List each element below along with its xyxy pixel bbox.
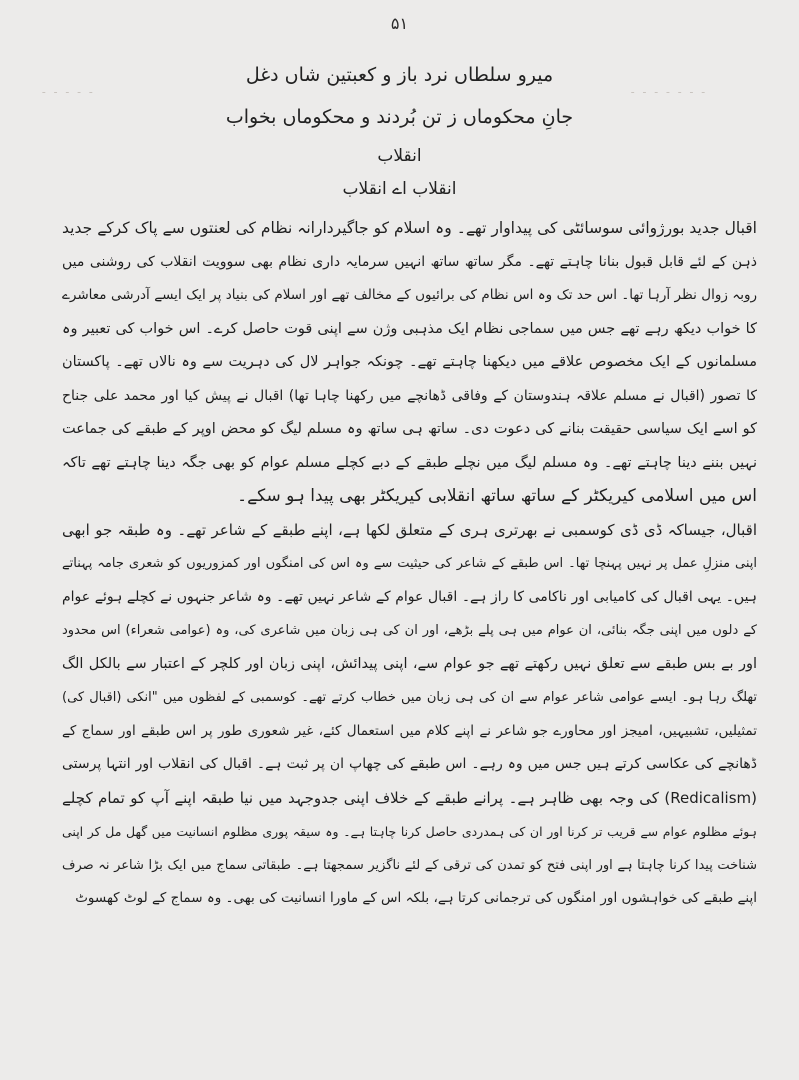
body-text (62, 212, 757, 916)
text-line: روبہ زوال نظر آرہا تھا۔ اس حد تک وہ اس نظام کی برائیوں کے مخالف تھے اور اسلام کی بنیاد پر ایک ایسے آدرشی معاشرے (62, 287, 757, 303)
text-line: کا خواب دیکھ رہے تھے جس میں سماجی نظام ایک مذہبی وژن سے اپنی قوت حاصل کرے۔ اس خواب کی تعبیر وہ (62, 320, 757, 337)
text-line: تھلگ رہا ہو۔ ایسے عوامی شاعر عوام سے ان کی ہی زبان میں خطاب کرتے تھے۔ کوسمبی کے لفظوں میں "انکی (اقبال کی) (62, 690, 757, 705)
text-line: اقبال، جیساکہ ڈی ڈی کوسمبی نے بھرتری ہری کے متعلق لکھا ہے، اپنے طبقے کے شاعر تھے۔ وہ طبقہ جو ابھی (62, 520, 757, 539)
text-line: نہیں بننے دینا چاہتے تھے۔ وہ مسلم لیگ میں نچلے طبقے کے دبے کچلے مسلم عوام کو بھی جگہ دینا چاہتے تھے تاکہ (62, 454, 757, 471)
section-title: انقلاب (377, 146, 422, 166)
text-line: تمثیلیں، تشبیہیں، امیجز اور محاورے جو شاعر نے اپنے کلام میں استعمال کئے، غیر شعوری طور پر اس طبقے اور سماج کے (62, 722, 757, 739)
verse-line-1: میرو سلطاں نرد باز و کعبتین شاں دغل (245, 64, 554, 86)
text-line: کو اسے ایک سیاسی حقیقت بنانے کی دعوت دی۔ ساتھ ہی ساتھ وہ مسلم لیگ کو محض اوپر کے طبقے کی جماعت (62, 421, 757, 437)
text-line: اپنے طبقے کی خواہشوں اور امنگوں کی ترجمانی کرتا ہے، بلکہ اس کے ماورا انسانیت کی بھی۔ وہ سماج کے لوٹ کھسوٹ (75, 890, 757, 906)
bleed-through-text: ۔ ۔ ۔ ۔ ۔ ۔ ۔ (628, 82, 707, 97)
section-subtitle: انقلاب اے انقلاب (342, 179, 457, 199)
text-line: اور بے بس طبقے سے تعلق نہیں رکھتے تھے جو عوام سے، اپنی پیدائش، اپنی زبان اور کلچر کے اعتبار سے بالکل الگ (62, 655, 757, 672)
text-line: ڈھانچے کی عکاسی کرتے ہیں جس میں وہ رہے۔ اس طبقے کی چھاپ ان پر ثبت ہے۔ اقبال کی انقلاب اور انتہا پرستی (62, 756, 757, 772)
text-line: مسلمانوں کے ایک مخصوص علاقے میں دیکھنا چاہتے تھے۔ چونکہ جواہر لال کی دہریت سے وہ نالاں تھے۔ پاکستان (62, 354, 757, 370)
text-line: ہوئے مظلوم عوام سے قریب تر کرنا اور ان کی ہمدردی حاصل کرنا چاہتا ہے۔ وہ سیقہ پوری مظلوم انسانیت میں گھل مل کر اپنی (62, 824, 757, 839)
text-line: اس میں اسلامی کیریکٹر کے ساتھ ساتھ انقلابی کیریکٹر بھی پیدا ہو سکے۔ (237, 486, 757, 506)
text-line: کا تصور (اقبال نے مسلم علاقہ ہندوستان کے وفاقی ڈھانچے میں رکھنا چاہا تھا) اقبال نے پیش کیا اور محمد علی جناح (62, 387, 757, 404)
text-line: کے دلوں میں اپنی جگہ بنائی، ان عوام میں ہی پلے بڑھے، اور ان کی ہی زبان میں شاعری کی، وہ (عوامی شعراء) اس محدود (62, 623, 757, 638)
verse-line-2: جانِ محکوماں ز تن بُردند و محکوماں بخواب (225, 106, 574, 128)
paragraph (62, 514, 757, 916)
text-line: شناخت پیدا کرنا چاہتا ہے اور اپنی فتح کو تمدن کی ترقی کے لئے ناگزیر سمجھتا ہے۔ طبقاتی سماج میں ایک بڑا شاعر نہ صرف (62, 857, 757, 873)
bleed-through-text: ۔ ۔ ۔ ۔ ۔ (40, 82, 95, 97)
text-line: اقبال جدید بورژوائی سوسائٹی کی پیداوار تھے۔ وہ اسلام کو جاگیردارانہ نظام کی لعنتوں سے پاک کرکے جدید (62, 219, 757, 237)
page-number: ۵۱ (390, 14, 409, 33)
paragraph (62, 212, 757, 514)
text-line: ذہن کے لئے قابل قبول بنانا چاہتے تھے۔ مگر ساتھ ساتھ انہیں سرمایہ داری نظام بھی سوویت انقلاب کی روشنی میں (62, 253, 757, 270)
text-line: ہیں۔ یہی اقبال کی کامیابی اور ناکامی کا راز ہے۔ اقبال عوام کے شاعر نہیں تھے۔ وہ شاعر جنہوں نے کچلے ہوئے عوام (62, 588, 757, 605)
text-line: اپنی منزلِ عمل پر نہیں پہنچا تھا۔ اس طبقے کے شاعر کی حیثیت سے وہ اس کی امنگوں اور کمزوریوں کو شعری جامہ پہناتے (62, 556, 757, 571)
text-line: (Redicalism) کی وجہ بھی ظاہر ہے۔ پرانے طبقے کے خلاف اپنی جدوجہد میں نیا طبقہ اپنے آپ کو تمام کچلے (62, 788, 757, 807)
